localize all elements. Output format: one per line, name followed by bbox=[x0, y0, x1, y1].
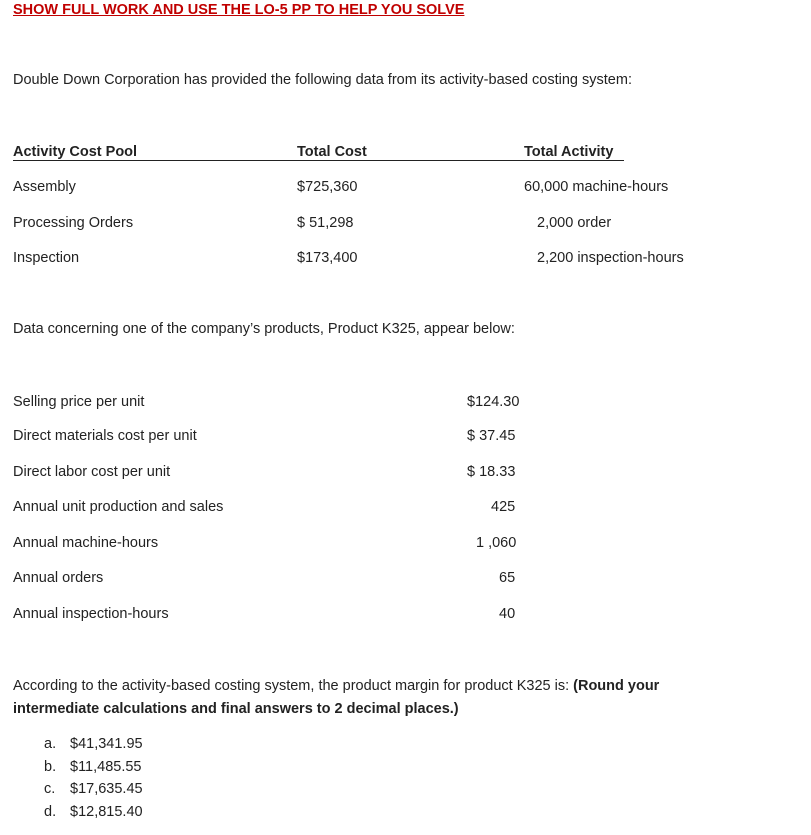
product-value-direct-materials: $ 37.45 bbox=[467, 428, 516, 444]
row-activity-assembly: 60,000 machine-hours bbox=[524, 179, 669, 195]
question-rounding-note: (Round your bbox=[573, 678, 660, 694]
product-label-direct-materials: Direct materials cost per unit bbox=[13, 428, 197, 444]
header-activity-cost-pool: Activity Cost Pool bbox=[13, 144, 138, 160]
row-cost-processing-orders: $ 51,298 bbox=[297, 215, 354, 231]
product-label-annual-orders: Annual orders bbox=[13, 570, 104, 586]
table-header-rule bbox=[13, 160, 624, 161]
product-label-machine-hours: Annual machine-hours bbox=[13, 535, 159, 551]
question-line-1 bbox=[13, 678, 659, 694]
row-pool-processing-orders: Processing Orders bbox=[13, 215, 134, 231]
header-total-cost: Total Cost bbox=[297, 144, 367, 160]
product-label-selling-price: Selling price per unit bbox=[13, 394, 145, 410]
answer-option-d[interactable] bbox=[44, 804, 143, 820]
answer-option-c[interactable] bbox=[44, 781, 143, 797]
product-value-direct-labor: $ 18.33 bbox=[467, 464, 516, 480]
answer-text: $12,815.40 bbox=[70, 804, 143, 820]
answer-text: $11,485.55 bbox=[70, 759, 142, 775]
answer-letter: b. bbox=[44, 759, 57, 775]
product-value-machine-hours: 1 ,060 bbox=[476, 535, 517, 551]
product-label-annual-units: Annual unit production and sales bbox=[13, 499, 224, 515]
answer-option-a[interactable] bbox=[44, 736, 143, 752]
question-line-2: intermediate calculations and final answers to 2 decimal places.) bbox=[13, 701, 459, 717]
row-cost-assembly: $725,360 bbox=[297, 179, 358, 195]
row-pool-inspection: Inspection bbox=[13, 250, 80, 266]
answer-letter: d. bbox=[44, 804, 57, 820]
answer-text: $41,341.95 bbox=[70, 736, 143, 752]
product-label-direct-labor: Direct labor cost per unit bbox=[13, 464, 171, 480]
row-cost-inspection: $173,400 bbox=[297, 250, 358, 266]
row-activity-inspection: 2,200 inspection-hours bbox=[537, 250, 684, 266]
product-value-inspection-hours: 40 bbox=[499, 606, 516, 622]
product-value-annual-units: 425 bbox=[491, 499, 516, 515]
answer-letter: a. bbox=[44, 736, 57, 752]
answer-text: $17,635.45 bbox=[70, 781, 143, 797]
answer-option-b[interactable] bbox=[44, 759, 142, 775]
product-value-annual-orders: 65 bbox=[499, 570, 516, 586]
header-total-activity: Total Activity bbox=[524, 144, 614, 160]
answer-letter: c. bbox=[44, 781, 56, 797]
row-activity-processing-orders: 2,000 order bbox=[537, 215, 612, 231]
product-label-inspection-hours: Annual inspection-hours bbox=[13, 606, 169, 622]
product-value-selling-price: $124.30 bbox=[467, 394, 520, 410]
product-intro-text: Data concerning one of the company’s products, Product K325, appear below: bbox=[13, 321, 515, 337]
instruction-heading: SHOW FULL WORK AND USE THE LO-5 PP TO HELP YOU SOLVE bbox=[13, 2, 465, 18]
intro-text: Double Down Corporation has provided the following data from its activity-based costing system: bbox=[13, 72, 632, 88]
question-text: According to the activity-based costing system, the product margin for product K325 is: bbox=[13, 678, 574, 694]
row-pool-assembly: Assembly bbox=[13, 179, 76, 195]
